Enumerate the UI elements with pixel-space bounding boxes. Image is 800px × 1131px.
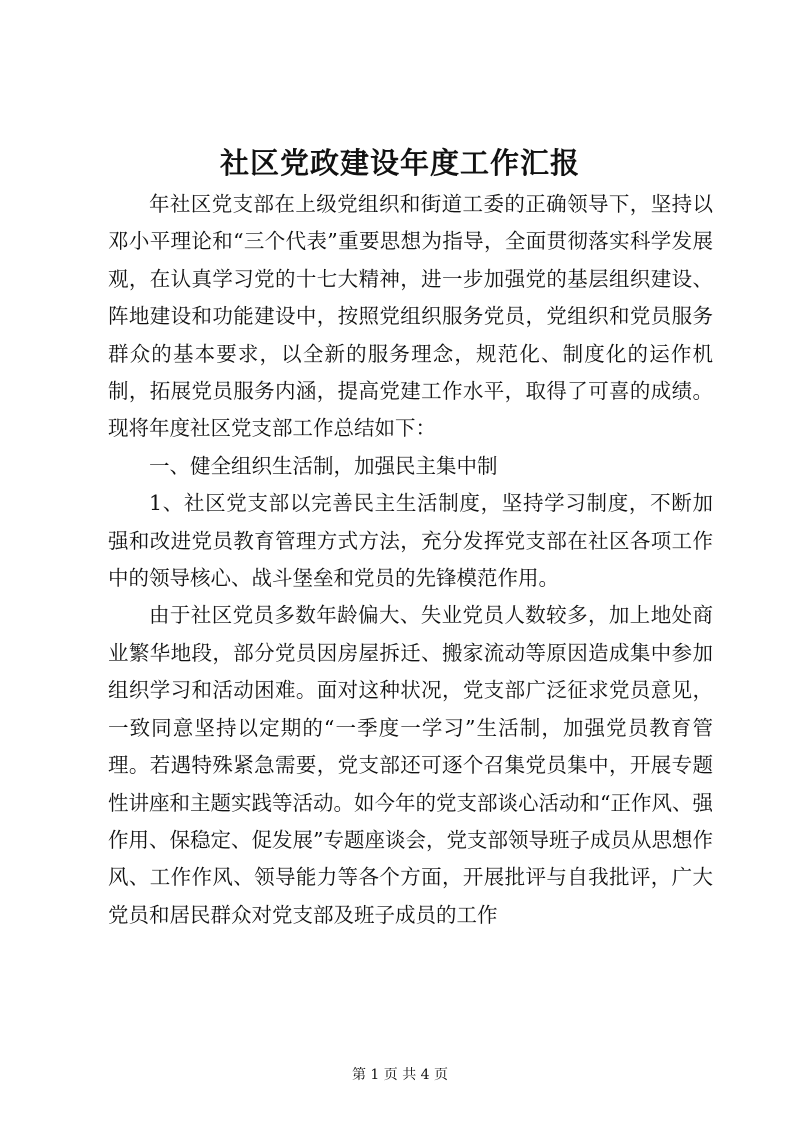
paragraph-details: 由于社区党员多数年龄偏大、失业党员人数较多，加上地处商业繁华地段，部分党员因房屋拆迁、搬家流动等原因造成集中参加组织学习和活动困难。面对这种状况，党支部广泛征求党员意见，一致同意坚持以定期的“一季度一学习”生活制，加强党员教育管理。若遇特殊紧急需要，党支部还可逐个召集党员集中，开展专题性讲座和主题实践等活动。如今年的党支部谈心活动和“正作风、强作用、保稳定、促发展”专题座谈会，党支部领导班子成员从思想作风、工作作风、领导能力等各个方面，开展批评与自我批评，广大党员和居民群众对党支部及班子成员的工作 <box>108 603 713 927</box>
document-body <box>108 186 713 934</box>
paragraph-item-1: 1、社区党支部以完善民主生活制度，坚持学习制度，不断加强和改进党员教育管理方式方法，充分发挥党支部在社区各项工作中的领导核心、战斗堡垒和党员的先锋模范作用。 <box>108 491 713 591</box>
section-heading-1: 一、健全组织生活制，加强民主集中制 <box>149 453 498 478</box>
paragraph-intro: 年社区党支部在上级党组织和街道工委的正确领导下，坚持以邓小平理论和“三个代表”重要思想为指导，全面贯彻落实科学发展观，在认真学习党的十七大精神，进一步加强党的基层组织建设、阵地建设和功能建设中，按照党组织服务党员，党组织和党员服务群众的基本要求，以全新的服务理念，规范化、制度化的运作机制，拓展党员服务内涵，提高党建工作水平，取得了可喜的成绩。现将年度社区党支部工作总结如下： <box>108 192 713 441</box>
document-title: 社区党政建设年度工作汇报 <box>219 146 580 180</box>
page-number-footer: 第 1 页 共 4 页 <box>351 1067 449 1083</box>
